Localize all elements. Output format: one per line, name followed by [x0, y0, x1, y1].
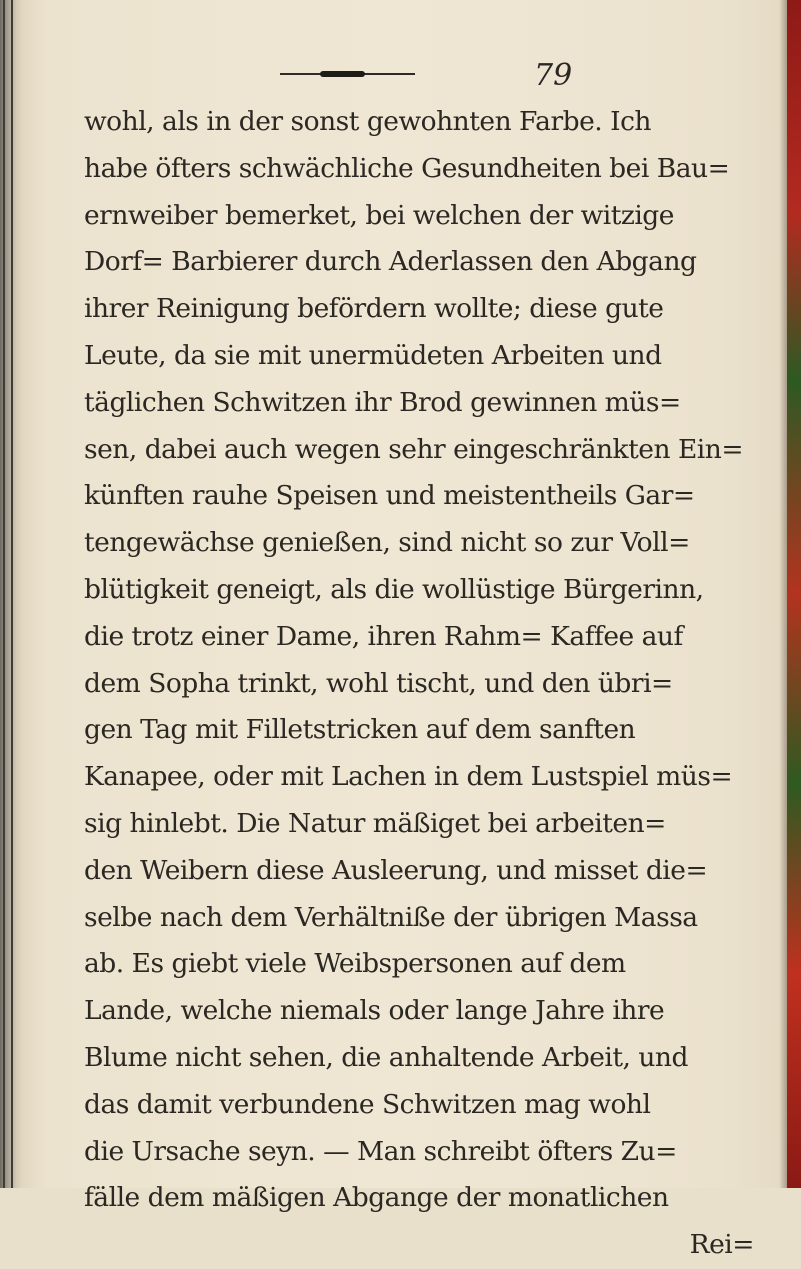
catchword: Rei=	[689, 1229, 754, 1261]
gutter-line	[11, 0, 13, 1188]
text-line: wohl, als in der sonst gewohnten Farbe. Ich	[84, 106, 651, 137]
text-line: blütigkeit geneigt, als die wollüstige Bürgerinn,	[84, 573, 704, 605]
text-line: Leute, da sie mit unermüdeten Arbeiten und	[84, 339, 662, 371]
text-line: Kanapee, oder mit Lachen in dem Lustspiel müs=	[84, 761, 733, 793]
text-line: Lande, welche niemals oder lange Jahre ihre	[84, 995, 665, 1027]
page-number: 79	[534, 58, 573, 93]
text-line: sen, dabei auch wegen sehr eingeschränkten Ein=	[84, 433, 744, 465]
ornament-rule-icon	[280, 72, 415, 76]
text-line: Dorf= Barbierer durch Aderlassen den Abgang	[84, 246, 697, 278]
text-line: tengewächse genießen, sind nicht so zur Voll=	[84, 527, 690, 559]
gutter-line	[3, 0, 5, 1188]
text-line: dem Sopha trinkt, wohl tischt, und den übri=	[84, 667, 673, 699]
text-line: habe öfters schwächliche Gesundheiten bei Bau=	[84, 152, 730, 184]
text-line: Blume nicht sehen, die anhaltende Arbeit, und	[84, 1041, 688, 1073]
text-line: sig hinlebt. Die Natur mäßiget bei arbeiten=	[84, 807, 666, 839]
text-line: ab. Es giebt viele Weibspersonen auf dem	[84, 948, 626, 980]
page-header	[0, 58, 801, 98]
ornament-bulge	[320, 71, 365, 77]
page-gutter	[0, 0, 22, 1188]
text-line: täglichen Schwitzen ihr Brod gewinnen müs=	[84, 386, 681, 418]
text-line: ihrer Reinigung befördern wollte; diese gute	[84, 293, 664, 325]
text-line: die Ursache seyn. — Man schreibt öfters Zu=	[84, 1135, 677, 1167]
text-line: den Weibern diese Ausleerung, und misset die=	[84, 854, 708, 886]
text-line: ernweiber bemerket, bei welchen der witzige	[84, 199, 674, 231]
text-line: fälle dem mäßigen Abgange der monatlichen	[84, 1182, 669, 1214]
book-edge	[787, 0, 801, 1188]
text-line: künften rauhe Speisen und meistentheils Gar=	[84, 480, 695, 512]
text-line: gen Tag mit Filletstricken auf dem sanften	[84, 714, 636, 746]
text-line: die trotz einer Dame, ihren Rahm= Kaffee auf	[84, 620, 683, 652]
text-line: das damit verbundene Schwitzen mag wohl	[84, 1088, 651, 1120]
body-text	[84, 99, 764, 1269]
text-line: selbe nach dem Verhältniße der übrigen Massa	[84, 901, 698, 933]
